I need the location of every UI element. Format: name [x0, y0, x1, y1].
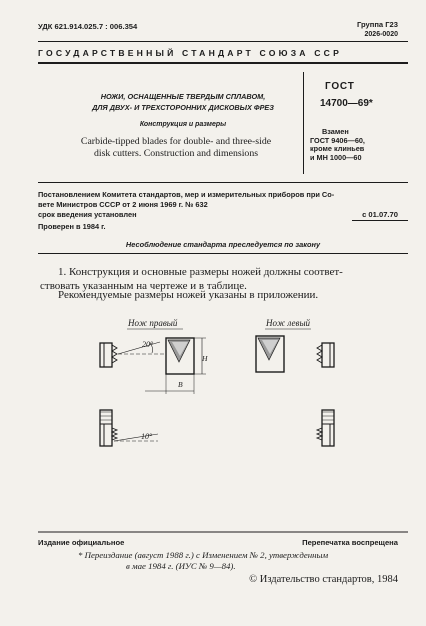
- label-right-blade: Нож правый: [128, 318, 178, 328]
- angle-top-label: 20°: [142, 340, 154, 349]
- english-title-line-2: disk cutters. Construction and dimensions: [93, 148, 259, 159]
- dimension-h: H: [202, 354, 208, 363]
- gost-number: 14700—69*: [320, 98, 373, 109]
- group-label: Группа Г23: [356, 20, 398, 29]
- effective-date: с 01.07.70: [362, 210, 398, 219]
- decree-line-2: вете Министров СССР от 2 июня 1969 г. № 632: [38, 199, 208, 209]
- checked-year: Проверен в 1984 г.: [38, 222, 106, 231]
- paragraph-1-line-2: ствовать указанным на чертеже и в таблице.: [40, 279, 247, 292]
- dimension-b: B: [178, 380, 183, 389]
- reprint-notice: Перепечатка воспрещена: [302, 538, 398, 547]
- decree-line-1: Постановлением Комитета стандартов, мер и измерительных приборов при Со-: [38, 190, 335, 199]
- replaces-line-1: ГОСТ 9406—60,: [310, 135, 365, 145]
- document-subtitle: Конструкция и размеры: [139, 121, 227, 128]
- group-code: 2026-0020: [364, 31, 398, 38]
- replaces-line-3: и МН 1000—60: [310, 152, 362, 162]
- reissue-note: [78, 550, 378, 572]
- title-line-1: НОЖИ, ОСНАЩЕННЫЕ ТВЕРДЫМ СПЛАВОМ,: [100, 92, 266, 101]
- decree-line-3: срок введения установлен: [38, 209, 137, 219]
- paragraph-1-line-1: 1. Конструкция и основные размеры ножей должны соответ-: [58, 266, 343, 278]
- gost-label: ГОСТ: [325, 81, 355, 92]
- reissue-line-2: в мае 1984 г. (ИУС № 9—84).: [126, 561, 236, 571]
- title-line-2: ДЛЯ ДВУХ- И ТРЕХСТОРОННИХ ДИСКОВЫХ ФРЕЗ: [92, 103, 274, 112]
- copyright: © Издательство стандартов, 1984: [249, 574, 398, 585]
- official-edition: Издание официальное: [38, 538, 125, 547]
- law-notice: Несоблюдение стандарта преследуется по закону: [125, 240, 321, 249]
- label-left-blade: Нож левый: [266, 318, 311, 328]
- replaces-label: Взамен: [322, 127, 349, 136]
- reissue-line-1: * Переиздание (август 1988 г.) с Изменением № 2, утвержденным: [78, 550, 329, 560]
- udk-code: УДК 621.914.025.7 : 006.354: [38, 22, 138, 31]
- replaces-line-2: кроме клиньев: [310, 144, 365, 154]
- english-title-line-1: Carbide-tipped blades for double- and three-side: [80, 136, 272, 147]
- council-heading: ГОСУДАРСТВЕННЫЙ СТАНДАРТ СОЮЗА ССР: [38, 48, 343, 58]
- paragraph-2: Рекомендуемые размеры ножей указаны в приложении.: [58, 289, 319, 301]
- angle-bottom-label: 10°: [141, 432, 153, 441]
